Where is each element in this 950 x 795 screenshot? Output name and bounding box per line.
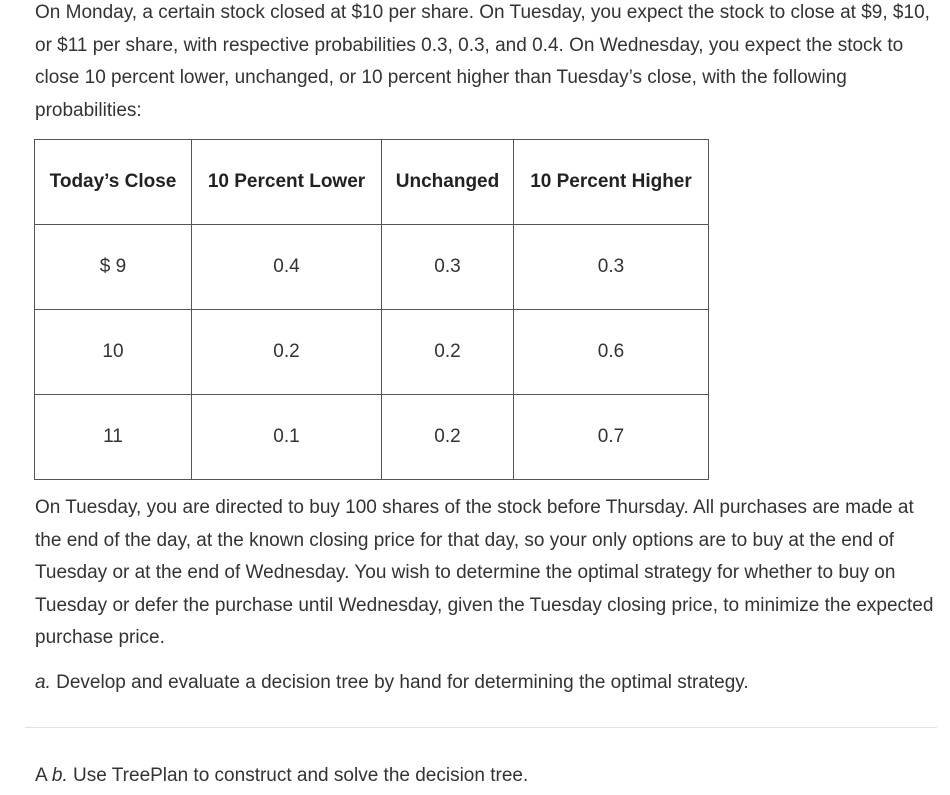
- header-todays-close: Today’s Close: [35, 140, 192, 225]
- part-b-prefix: A: [35, 765, 52, 786]
- table-cell: 11: [35, 395, 192, 480]
- part-b-label: b.: [51, 765, 68, 786]
- intro-paragraph: On Monday, a certain stock closed at $10 per share. On Tuesday, you expect the stock to close at $9, $10, or $11 per share, with respective probabilities 0.3, 0.3, and 0.4. On Wednesday, you expect the stock to close 10 percent lower, unchanged, or 10 percent higher than Tuesday’s close, with the following probabilities:: [35, 2, 930, 121]
- table-header-row: [35, 140, 709, 225]
- part-b-question: [35, 760, 935, 793]
- problem-content: [35, 0, 935, 793]
- header-10-percent-lower: 10 Percent Lower: [192, 140, 382, 225]
- part-a-question: [35, 667, 935, 700]
- setup-paragraph: On Tuesday, you are directed to buy 100 shares of the stock before Thursday. All purchases are made at the end of the day, at the known closing price for that day, so your only options are to buy at the end of Tuesday or at the end of Wednesday. You wish to determine the optimal strategy for whether to buy on Tuesday or defer the purchase until Wednesday, given the Tuesday closing price, to minimize the expected purchase price.: [35, 497, 934, 648]
- table-row: [35, 310, 709, 395]
- table-cell: 10: [35, 310, 192, 395]
- table-cell: 0.2: [192, 310, 382, 395]
- table-cell: 0.7: [514, 395, 709, 480]
- divider: [25, 727, 937, 728]
- table-cell: $ 9: [35, 225, 192, 310]
- table-cell: 0.2: [382, 310, 514, 395]
- part-a-label: a.: [35, 671, 51, 693]
- table-cell: 0.3: [514, 225, 709, 310]
- header-unchanged: Unchanged: [382, 140, 514, 225]
- table-cell: 0.1: [192, 395, 382, 480]
- table-row: [35, 395, 709, 480]
- table-cell: 0.3: [382, 225, 514, 310]
- table-cell: 0.2: [382, 395, 514, 480]
- table-row: [35, 225, 709, 310]
- table-cell: 0.6: [514, 310, 709, 395]
- header-10-percent-higher: 10 Percent Higher: [514, 140, 709, 225]
- table-cell: 0.4: [192, 225, 382, 310]
- part-b-text: Use TreePlan to construct and solve the decision tree.: [67, 765, 529, 786]
- part-a-text: Develop and evaluate a decision tree by hand for determining the optimal strategy.: [50, 671, 749, 693]
- probability-table: [34, 139, 709, 480]
